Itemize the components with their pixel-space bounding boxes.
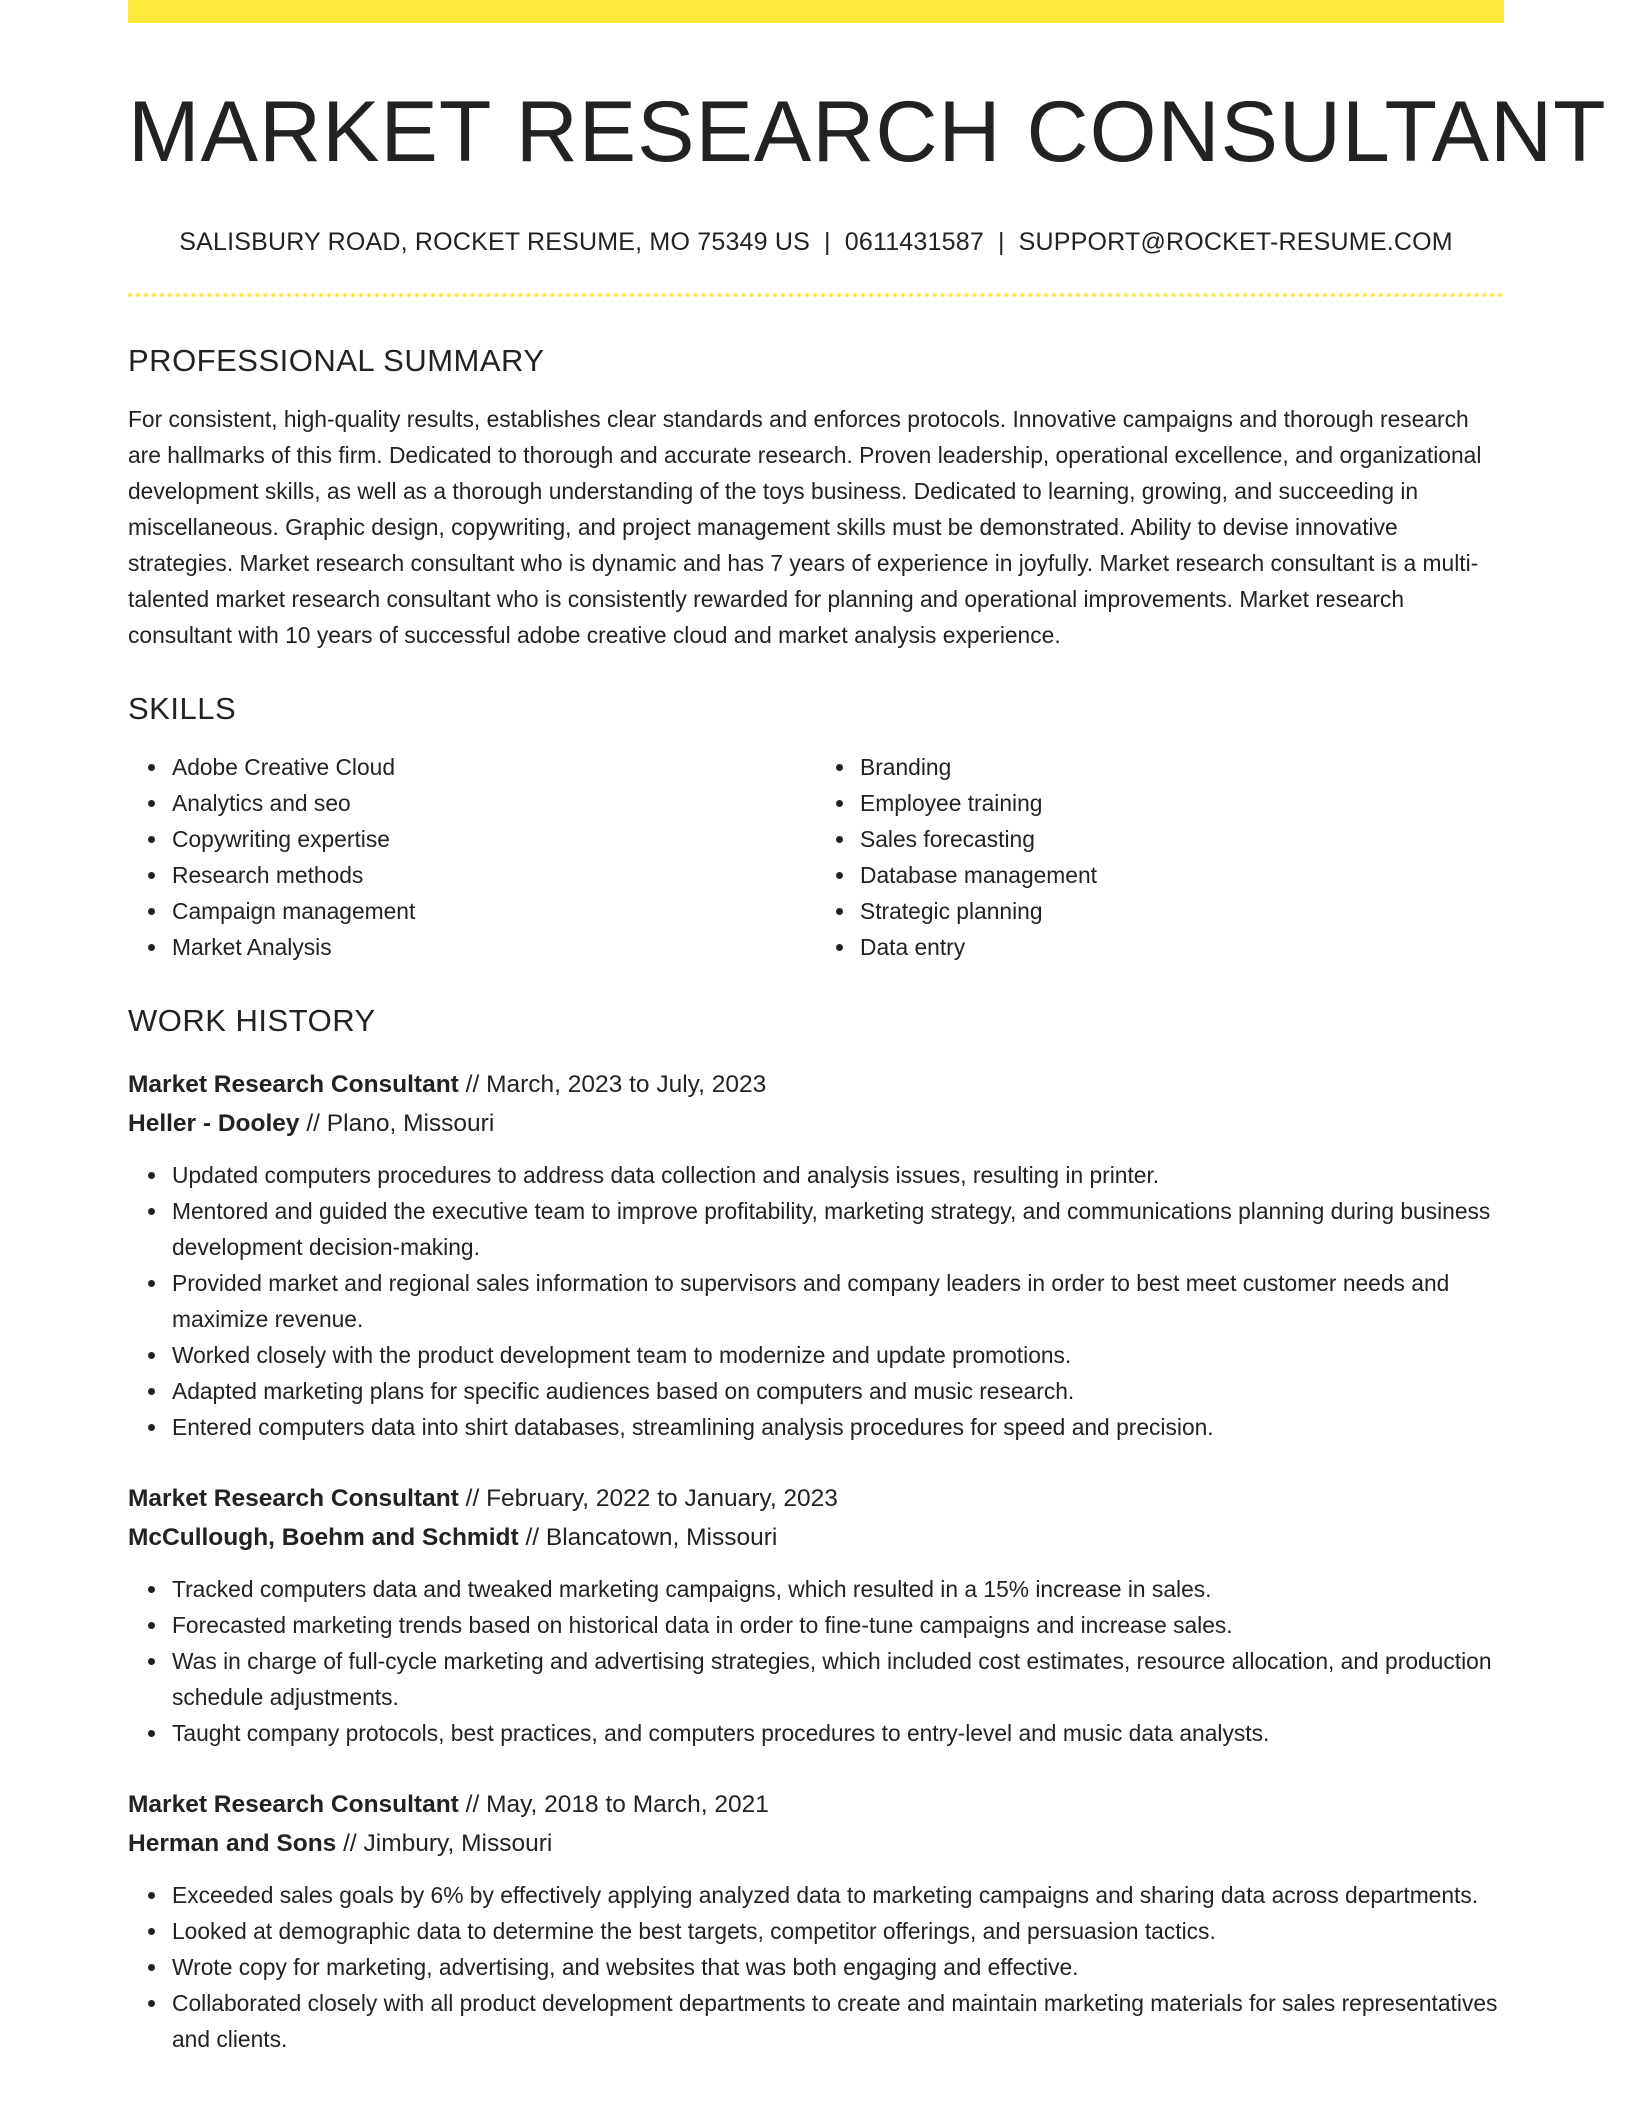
job-role: Market Research Consultant: [128, 1484, 459, 1512]
job-dates: February, 2022 to January, 2023: [486, 1484, 838, 1512]
duty-item: Entered computers data into shirt databases, streamlining analysis procedures for speed and precision.: [172, 1409, 1504, 1445]
date-separator: //: [518, 1523, 546, 1551]
skill-item: Adobe Creative Cloud: [172, 749, 816, 785]
accent-bar: [128, 0, 1504, 23]
duty-list: [128, 1877, 1504, 2057]
job-role: Market Research Consultant: [128, 1070, 459, 1098]
job-company: Heller - Dooley: [128, 1109, 300, 1137]
job-location: Plano, Missouri: [326, 1109, 495, 1137]
duty-item: Exceeded sales goals by 6% by effectively applying analyzed data to marketing campaigns and sharing data across departments.: [172, 1877, 1504, 1913]
skill-item: Analytics and seo: [172, 785, 816, 821]
contact-phone: 0611431587: [844, 227, 984, 256]
resume-page: [128, 0, 1607, 2057]
job-role: Market Research Consultant: [128, 1790, 459, 1818]
contact-email: SUPPORT@ROCKET-RESUME.COM: [1018, 227, 1453, 256]
duty-list: [128, 1571, 1504, 1751]
date-separator: //: [299, 1109, 327, 1137]
duty-item: Adapted marketing plans for specific audiences based on computers and music research.: [172, 1373, 1504, 1409]
skill-item: Research methods: [172, 857, 816, 893]
contact-line: [128, 228, 1504, 257]
duty-item: Mentored and guided the executive team to improve profitability, marketing strategy, and communications planning during business development decision-making.: [172, 1193, 1504, 1265]
resume-title: MARKET RESEARCH CONSULTANT: [128, 84, 1607, 180]
job-company: Herman and Sons: [128, 1829, 337, 1857]
date-separator: //: [336, 1829, 364, 1857]
dotted-divider: [128, 293, 1504, 297]
job-role-line: [128, 1479, 1504, 1518]
skill-item: Campaign management: [172, 893, 816, 929]
skill-item: Copywriting expertise: [172, 821, 816, 857]
summary-heading: PROFESSIONAL SUMMARY: [128, 342, 545, 378]
duty-list: [128, 1157, 1504, 1445]
job-location: Jimbury, Missouri: [363, 1829, 553, 1857]
skill-item: Branding: [860, 749, 1504, 785]
duty-item: Provided market and regional sales information to supervisors and company leaders in order to best meet customer needs and maximize revenue.: [172, 1265, 1504, 1337]
work-history-heading: WORK HISTORY: [128, 1002, 376, 1038]
date-separator: //: [458, 1484, 487, 1512]
job-company-line: [128, 1824, 1504, 1863]
contact-separator: |: [997, 227, 1005, 256]
date-separator: //: [458, 1790, 487, 1818]
skill-item: Sales forecasting: [860, 821, 1504, 857]
skill-item: Market Analysis: [172, 929, 816, 965]
job-entry: [128, 1785, 1504, 2057]
skills-grid: [128, 749, 1504, 965]
duty-item: Forecasted marketing trends based on historical data in order to fine-tune campaigns and increase sales.: [172, 1607, 1504, 1643]
job-role-line: [128, 1785, 1504, 1824]
duty-item: Worked closely with the product development team to modernize and update promotions.: [172, 1337, 1504, 1373]
duty-item: Was in charge of full-cycle marketing and advertising strategies, which included cost estimates, resource allocation, and production schedule adjustments.: [172, 1643, 1504, 1715]
job-company-line: [128, 1518, 1504, 1557]
skill-item: Database management: [860, 857, 1504, 893]
job-dates: March, 2023 to July, 2023: [486, 1070, 767, 1098]
job-dates: May, 2018 to March, 2021: [486, 1790, 769, 1818]
duty-item: Looked at demographic data to determine the best targets, competitor offerings, and persuasion tactics.: [172, 1913, 1504, 1949]
skill-item: Employee training: [860, 785, 1504, 821]
job-location: Blancatown, Missouri: [545, 1523, 778, 1551]
duty-item: Collaborated closely with all product development departments to create and maintain marketing materials for sales representatives and clients.: [172, 1985, 1504, 2057]
skills-list-left: [128, 749, 816, 965]
duty-item: Tracked computers data and tweaked marketing campaigns, which resulted in a 15% increase in sales.: [172, 1571, 1504, 1607]
skill-item: Strategic planning: [860, 893, 1504, 929]
job-company-line: [128, 1104, 1504, 1143]
duty-item: Wrote copy for marketing, advertising, and websites that was both engaging and effective.: [172, 1949, 1504, 1985]
skills-heading: SKILLS: [128, 690, 237, 726]
duty-item: Updated computers procedures to address data collection and analysis issues, resulting in printer.: [172, 1157, 1504, 1193]
job-role-line: [128, 1065, 1504, 1104]
summary-text: For consistent, high-quality results, establishes clear standards and enforces protocols. Innovative campaigns and thorough research are hallmarks of this firm. Dedicated to thorough and accurate research. Proven leadership, operational excellence, and organizational development skills, as well as a thorough understanding of the toys business. Dedicated to learning, growing, and succeeding in miscellaneous. Graphic design, copywriting, and project management skills must be demonstrated. Ability to devise innovative strategies. Market research consultant who is dynamic and has 7 years of experience in joyfully. Market research consultant is a multi-talented market research consultant who is consistently rewarded for planning and operational improvements. Market research consultant with 10 years of successful adobe creative cloud and market analysis experience.: [128, 405, 1482, 648]
date-separator: //: [458, 1070, 487, 1098]
skills-list-right: [816, 749, 1504, 965]
contact-separator: |: [824, 227, 831, 256]
duty-item: Taught company protocols, best practices, and computers procedures to entry-level and music data analysts.: [172, 1715, 1504, 1751]
job-entry: [128, 1479, 1504, 1751]
job-company: McCullough, Boehm and Schmidt: [128, 1523, 519, 1551]
contact-address: SALISBURY ROAD, ROCKET RESUME, MO 75349 US: [179, 227, 811, 256]
job-entry: [128, 1065, 1504, 1445]
skill-item: Data entry: [860, 929, 1504, 965]
